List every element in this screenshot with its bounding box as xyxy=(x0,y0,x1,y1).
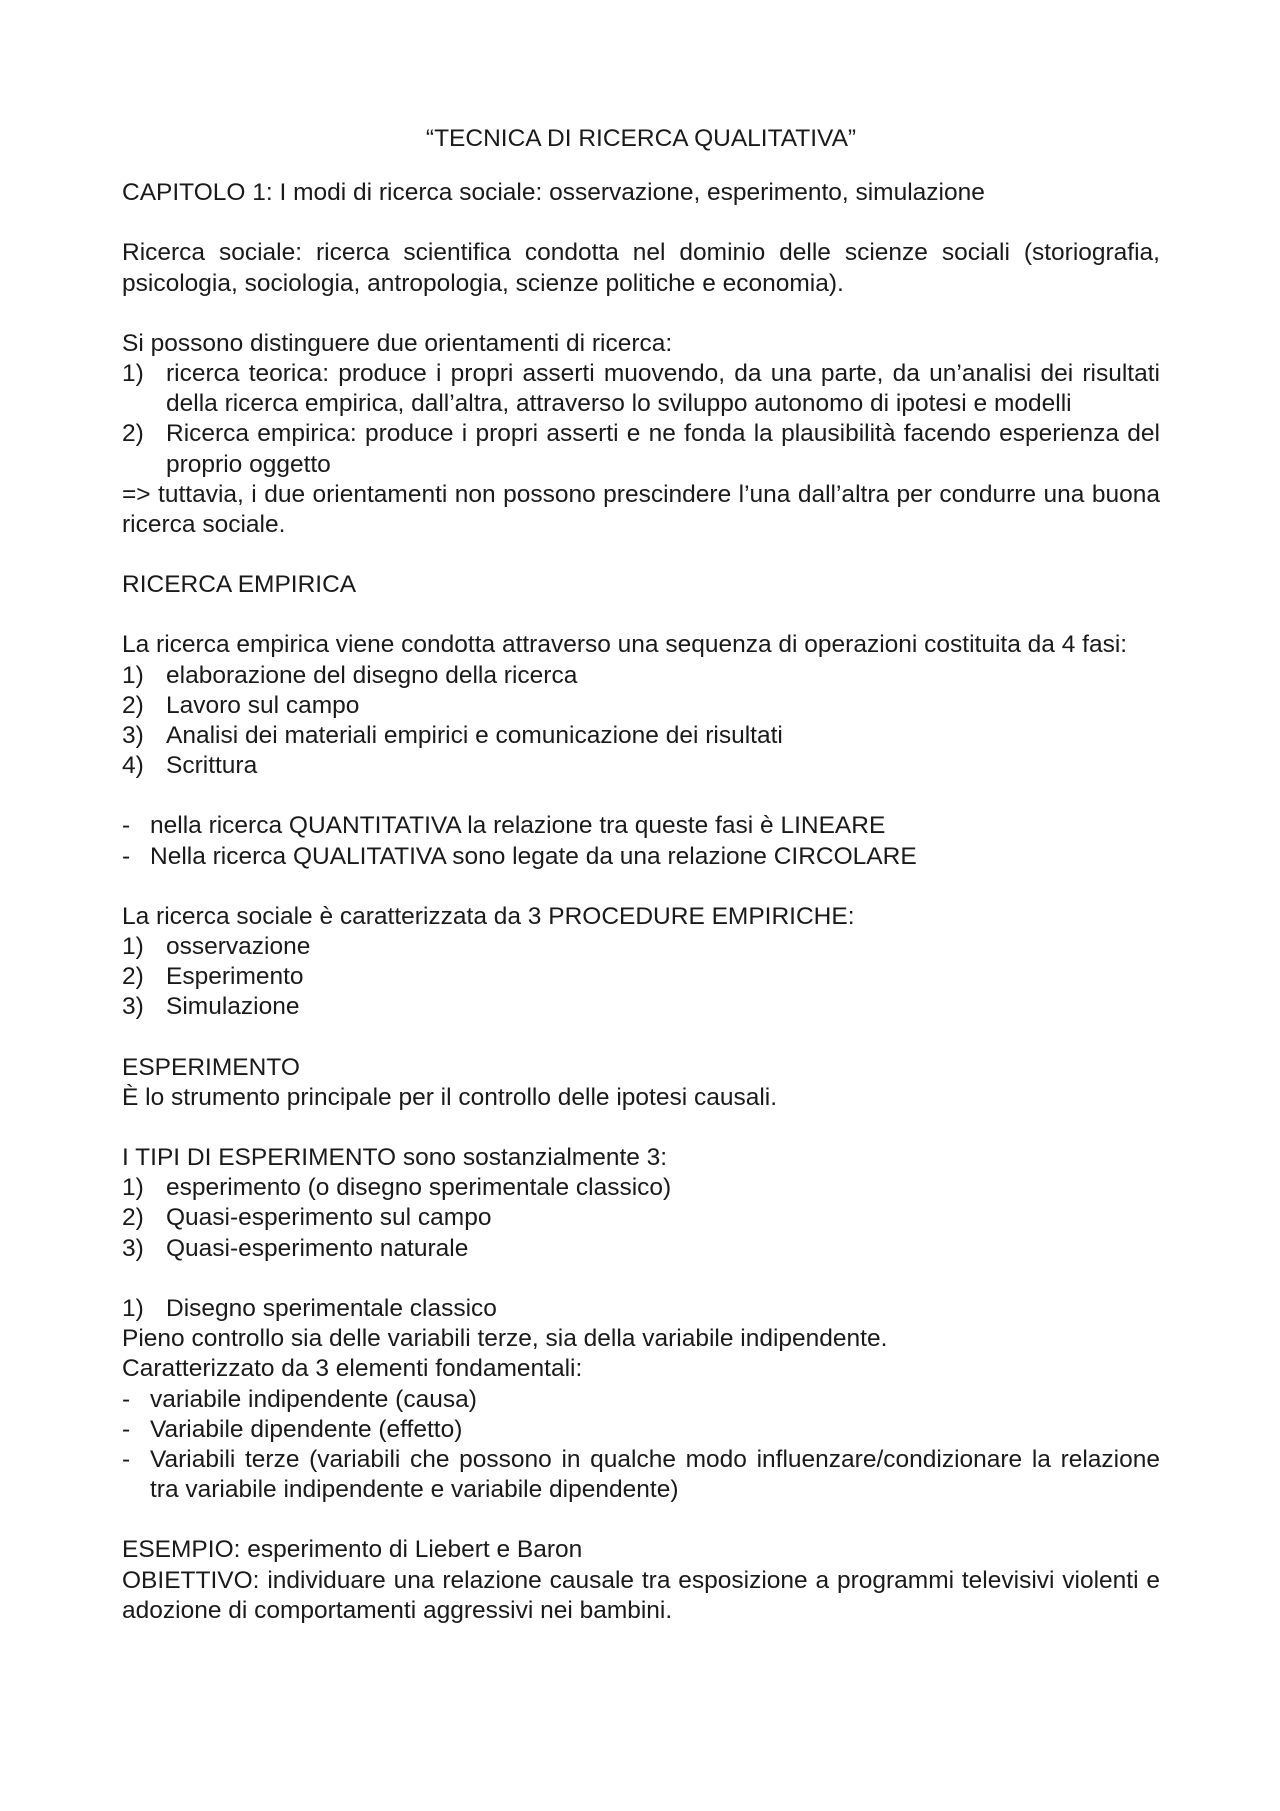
list-item xyxy=(122,359,1160,419)
list-item xyxy=(122,992,1160,1022)
list-item xyxy=(122,811,1160,841)
list-text: variabile indipendente (causa) xyxy=(150,1385,477,1413)
list-text: Ricerca empirica: produce i propri asserti e ne fonda la plausibilità facendo esperienza del proprio oggetto xyxy=(166,420,1160,478)
list-item xyxy=(122,419,1160,479)
chapter-heading: CAPITOLO 1: I modi di ricerca sociale: osservazione, esperimento, simulazione xyxy=(122,179,985,207)
list-text: Simulazione xyxy=(166,993,300,1021)
disegno-line-1: Pieno controllo sia delle variabili terze, sia della variabile indipendente. xyxy=(122,1325,888,1353)
list-dash: - xyxy=(122,1445,131,1473)
list-text: Disegno sperimentale classico xyxy=(166,1294,497,1322)
list-dash: - xyxy=(122,1385,131,1413)
list-number: 1) xyxy=(122,360,144,388)
list-item xyxy=(122,1415,1160,1445)
orientamenti-lead: Si possono distinguere due orientamenti di ricerca: xyxy=(122,329,673,357)
orientamenti-list xyxy=(122,359,1160,480)
list-item xyxy=(122,691,1160,721)
list-number: 3) xyxy=(122,993,144,1021)
list-number: 1) xyxy=(122,661,144,689)
list-number: 3) xyxy=(122,722,144,750)
relazioni-list xyxy=(122,811,1160,871)
list-item xyxy=(122,1203,1160,1233)
list-item xyxy=(122,721,1160,751)
tipi-lead: I TIPI DI ESPERIMENTO sono sostanzialmente 3: xyxy=(122,1144,668,1172)
list-text: Scrittura xyxy=(166,752,258,780)
list-text: ricerca teorica: produce i propri asserti muovendo, da una parte, da un’analisi dei risultati della ricerca empirica, dall’altra, attraverso lo sviluppo autonomo di ipotesi e modelli xyxy=(166,360,1160,418)
esempio-line-2: OBIETTIVO: individuare una relazione causale tra esposizione a programmi televisivi violenti e adozione di comportamenti aggressivi nei bambini. xyxy=(122,1566,1160,1624)
list-item xyxy=(122,962,1160,992)
list-number: 4) xyxy=(122,752,144,780)
document-body xyxy=(122,124,1160,1626)
list-item xyxy=(122,842,1160,872)
list-item xyxy=(122,1385,1160,1415)
procedure-list xyxy=(122,932,1160,1023)
intro-paragraph: Ricerca sociale: ricerca scientifica condotta nel dominio delle scienze sociali (storiografia, psicologia, sociologia, antropologia, scienze politiche e economia). xyxy=(122,239,1160,297)
list-text: Esperimento xyxy=(166,963,304,991)
list-item xyxy=(122,932,1160,962)
list-number: 1) xyxy=(122,1294,144,1322)
esperimento-text: È lo strumento principale per il controllo delle ipotesi causali. xyxy=(122,1083,778,1111)
list-item xyxy=(122,1445,1160,1505)
disegno-line-2: Caratterizzato da 3 elementi fondamentali: xyxy=(122,1355,583,1383)
list-text: nella ricerca QUANTITATIVA la relazione tra queste fasi è LINEARE xyxy=(150,812,886,840)
list-dash: - xyxy=(122,1415,131,1443)
disegno-heading xyxy=(122,1294,1160,1324)
list-number: 2) xyxy=(122,420,144,448)
empirica-lead: La ricerca empirica viene condotta attraverso una sequenza di operazioni costituita da 4 fasi: xyxy=(122,631,1128,659)
section-heading-empirica: RICERCA EMPIRICA xyxy=(122,571,357,599)
list-text: Variabili terze (variabili che possono in qualche modo influenzare/condizionare la relazione tra variabile indipendente e variabile dipendente) xyxy=(150,1445,1160,1504)
list-number: 2) xyxy=(122,963,144,991)
list-text: Quasi-esperimento naturale xyxy=(166,1234,469,1262)
procedure-lead: La ricerca sociale è caratterizzata da 3 PROCEDURE EMPIRICHE: xyxy=(122,902,855,930)
list-text: Variabile dipendente (effetto) xyxy=(150,1415,463,1443)
list-number: 2) xyxy=(122,1204,144,1232)
list-text: osservazione xyxy=(166,933,311,961)
tipi-list xyxy=(122,1173,1160,1264)
list-item xyxy=(122,1173,1160,1203)
list-text: esperimento (o disegno sperimentale classico) xyxy=(166,1174,672,1202)
list-dash: - xyxy=(122,812,131,840)
list-dash: - xyxy=(122,842,131,870)
list-item xyxy=(122,1234,1160,1264)
fasi-list xyxy=(122,661,1160,782)
list-text: Quasi-esperimento sul campo xyxy=(166,1204,492,1232)
list-text: Analisi dei materiali empirici e comunicazione dei risultati xyxy=(166,722,783,750)
list-item xyxy=(122,661,1160,691)
list-number: 1) xyxy=(122,1174,144,1202)
list-item xyxy=(122,751,1160,781)
list-number: 2) xyxy=(122,691,144,719)
list-number: 1) xyxy=(122,933,144,961)
page-title: “TECNICA DI RICERCA QUALITATIVA” xyxy=(425,125,857,152)
variabili-list xyxy=(122,1385,1160,1506)
section-heading-esperimento: ESPERIMENTO xyxy=(122,1053,300,1081)
list-text: Lavoro sul campo xyxy=(166,691,360,719)
list-number: 3) xyxy=(122,1234,144,1262)
esempio-line-1: ESEMPIO: esperimento di Liebert e Baron xyxy=(122,1536,583,1564)
orientamenti-note: => tuttavia, i due orientamenti non possono prescindere l’una dall’altra per condurre una buona ricerca sociale. xyxy=(122,480,1160,539)
list-text: elaborazione del disegno della ricerca xyxy=(166,661,578,689)
list-text: Nella ricerca QUALITATIVA sono legate da una relazione CIRCOLARE xyxy=(150,842,917,870)
